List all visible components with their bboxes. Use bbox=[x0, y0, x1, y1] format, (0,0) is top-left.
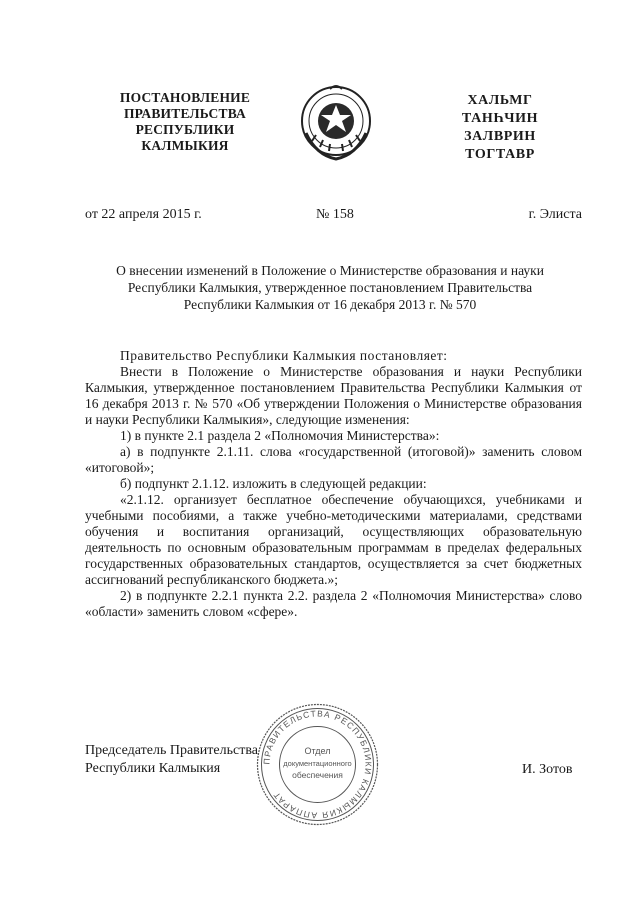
signatory-line: Республики Калмыкия bbox=[85, 761, 221, 776]
document-body bbox=[85, 348, 582, 620]
header-right-line: ЗАЛВРИН bbox=[464, 129, 536, 144]
header-left-line: РЕСПУБЛИКИ bbox=[135, 122, 235, 137]
document-title bbox=[80, 262, 580, 313]
signatory-line: Председатель Правительства bbox=[85, 743, 258, 758]
document-city: г. Элиста bbox=[528, 207, 582, 222]
stamp-ring-text: ПРАВИТЕЛЬСТВА РЕСПУБЛИКИ КАЛМЫКИЯ АППАРАТ bbox=[261, 708, 374, 821]
header-left-line: ПОСТАНОВЛЕНИЕ bbox=[119, 90, 251, 105]
quoted-clause: «2.1.12. организует бесплатное обеспечение обучающихся, учебниками и учебными пособиями, а также учебно-методическими материалами, средствами обучения и воспитания организаций, осуществляющих образовательную деятельность по основным образовательным программам в пределах федеральных государственных образовательных стандартов, осуществляется за счет бюджетных ассигнований республиканского бюджета.»; bbox=[85, 492, 582, 587]
stamp-inner-line: документационного bbox=[283, 759, 352, 768]
title-line: Республики Калмыкия от 16 декабря 2013 г. № 570 bbox=[183, 297, 477, 312]
header-left-line: КАЛМЫКИЯ bbox=[141, 138, 229, 153]
coat-of-arms-icon bbox=[296, 83, 376, 163]
title-line: Республики Калмыкия, утвержденное постановлением Правительства bbox=[127, 280, 533, 295]
signatory-name: И. Зотов bbox=[522, 762, 573, 777]
header-kalmyk bbox=[430, 92, 570, 164]
intro-paragraph: Внести в Положение о Министерстве образования и науки Республики Калмыкия, утвержденное постановлением Правительства Республики Калмыкия от 16 декабря 2013 г. № 570 «Об утверждении Положения о Министерстве образования и науки Республики Калмыкия», следующие изменения: bbox=[85, 364, 582, 427]
title-line: О внесении изменений в Положение о Министерстве образования и науки bbox=[116, 263, 544, 278]
item-1: 1) в пункте 2.1 раздела 2 «Полномочия Министерства»: bbox=[120, 428, 440, 443]
official-stamp-icon bbox=[255, 702, 380, 827]
document-number: № 158 bbox=[316, 207, 354, 222]
document-date: от 22 апреля 2015 г. bbox=[85, 207, 202, 222]
stamp-inner-line: обеспечения bbox=[292, 770, 343, 780]
header-right-line: ТОГТАВР bbox=[465, 147, 535, 162]
item-2: 2) в подпункте 2.2.1 пункта 2.2. раздела 2 «Полномочия Министерства» слово «области» заменить словом «сфере». bbox=[85, 588, 582, 619]
stamp-inner-line: Отдел bbox=[304, 746, 331, 756]
resolution-lead: Правительство Республики Калмыкия постановляет: bbox=[120, 348, 448, 363]
item-1a: а) в подпункте 2.1.11. слова «государственной (итоговой)» заменить словом «итоговой»; bbox=[85, 444, 582, 475]
header-right-line: ТАНҺЧИН bbox=[461, 111, 539, 126]
header-right-line: ХАЛЬМГ bbox=[467, 93, 533, 108]
item-1b: б) подпункт 2.1.12. изложить в следующей редакции: bbox=[120, 476, 427, 491]
header-left-line: ПРАВИТЕЛЬСТВА bbox=[123, 106, 246, 121]
signatory-title bbox=[85, 742, 258, 778]
header-russian bbox=[85, 90, 285, 154]
